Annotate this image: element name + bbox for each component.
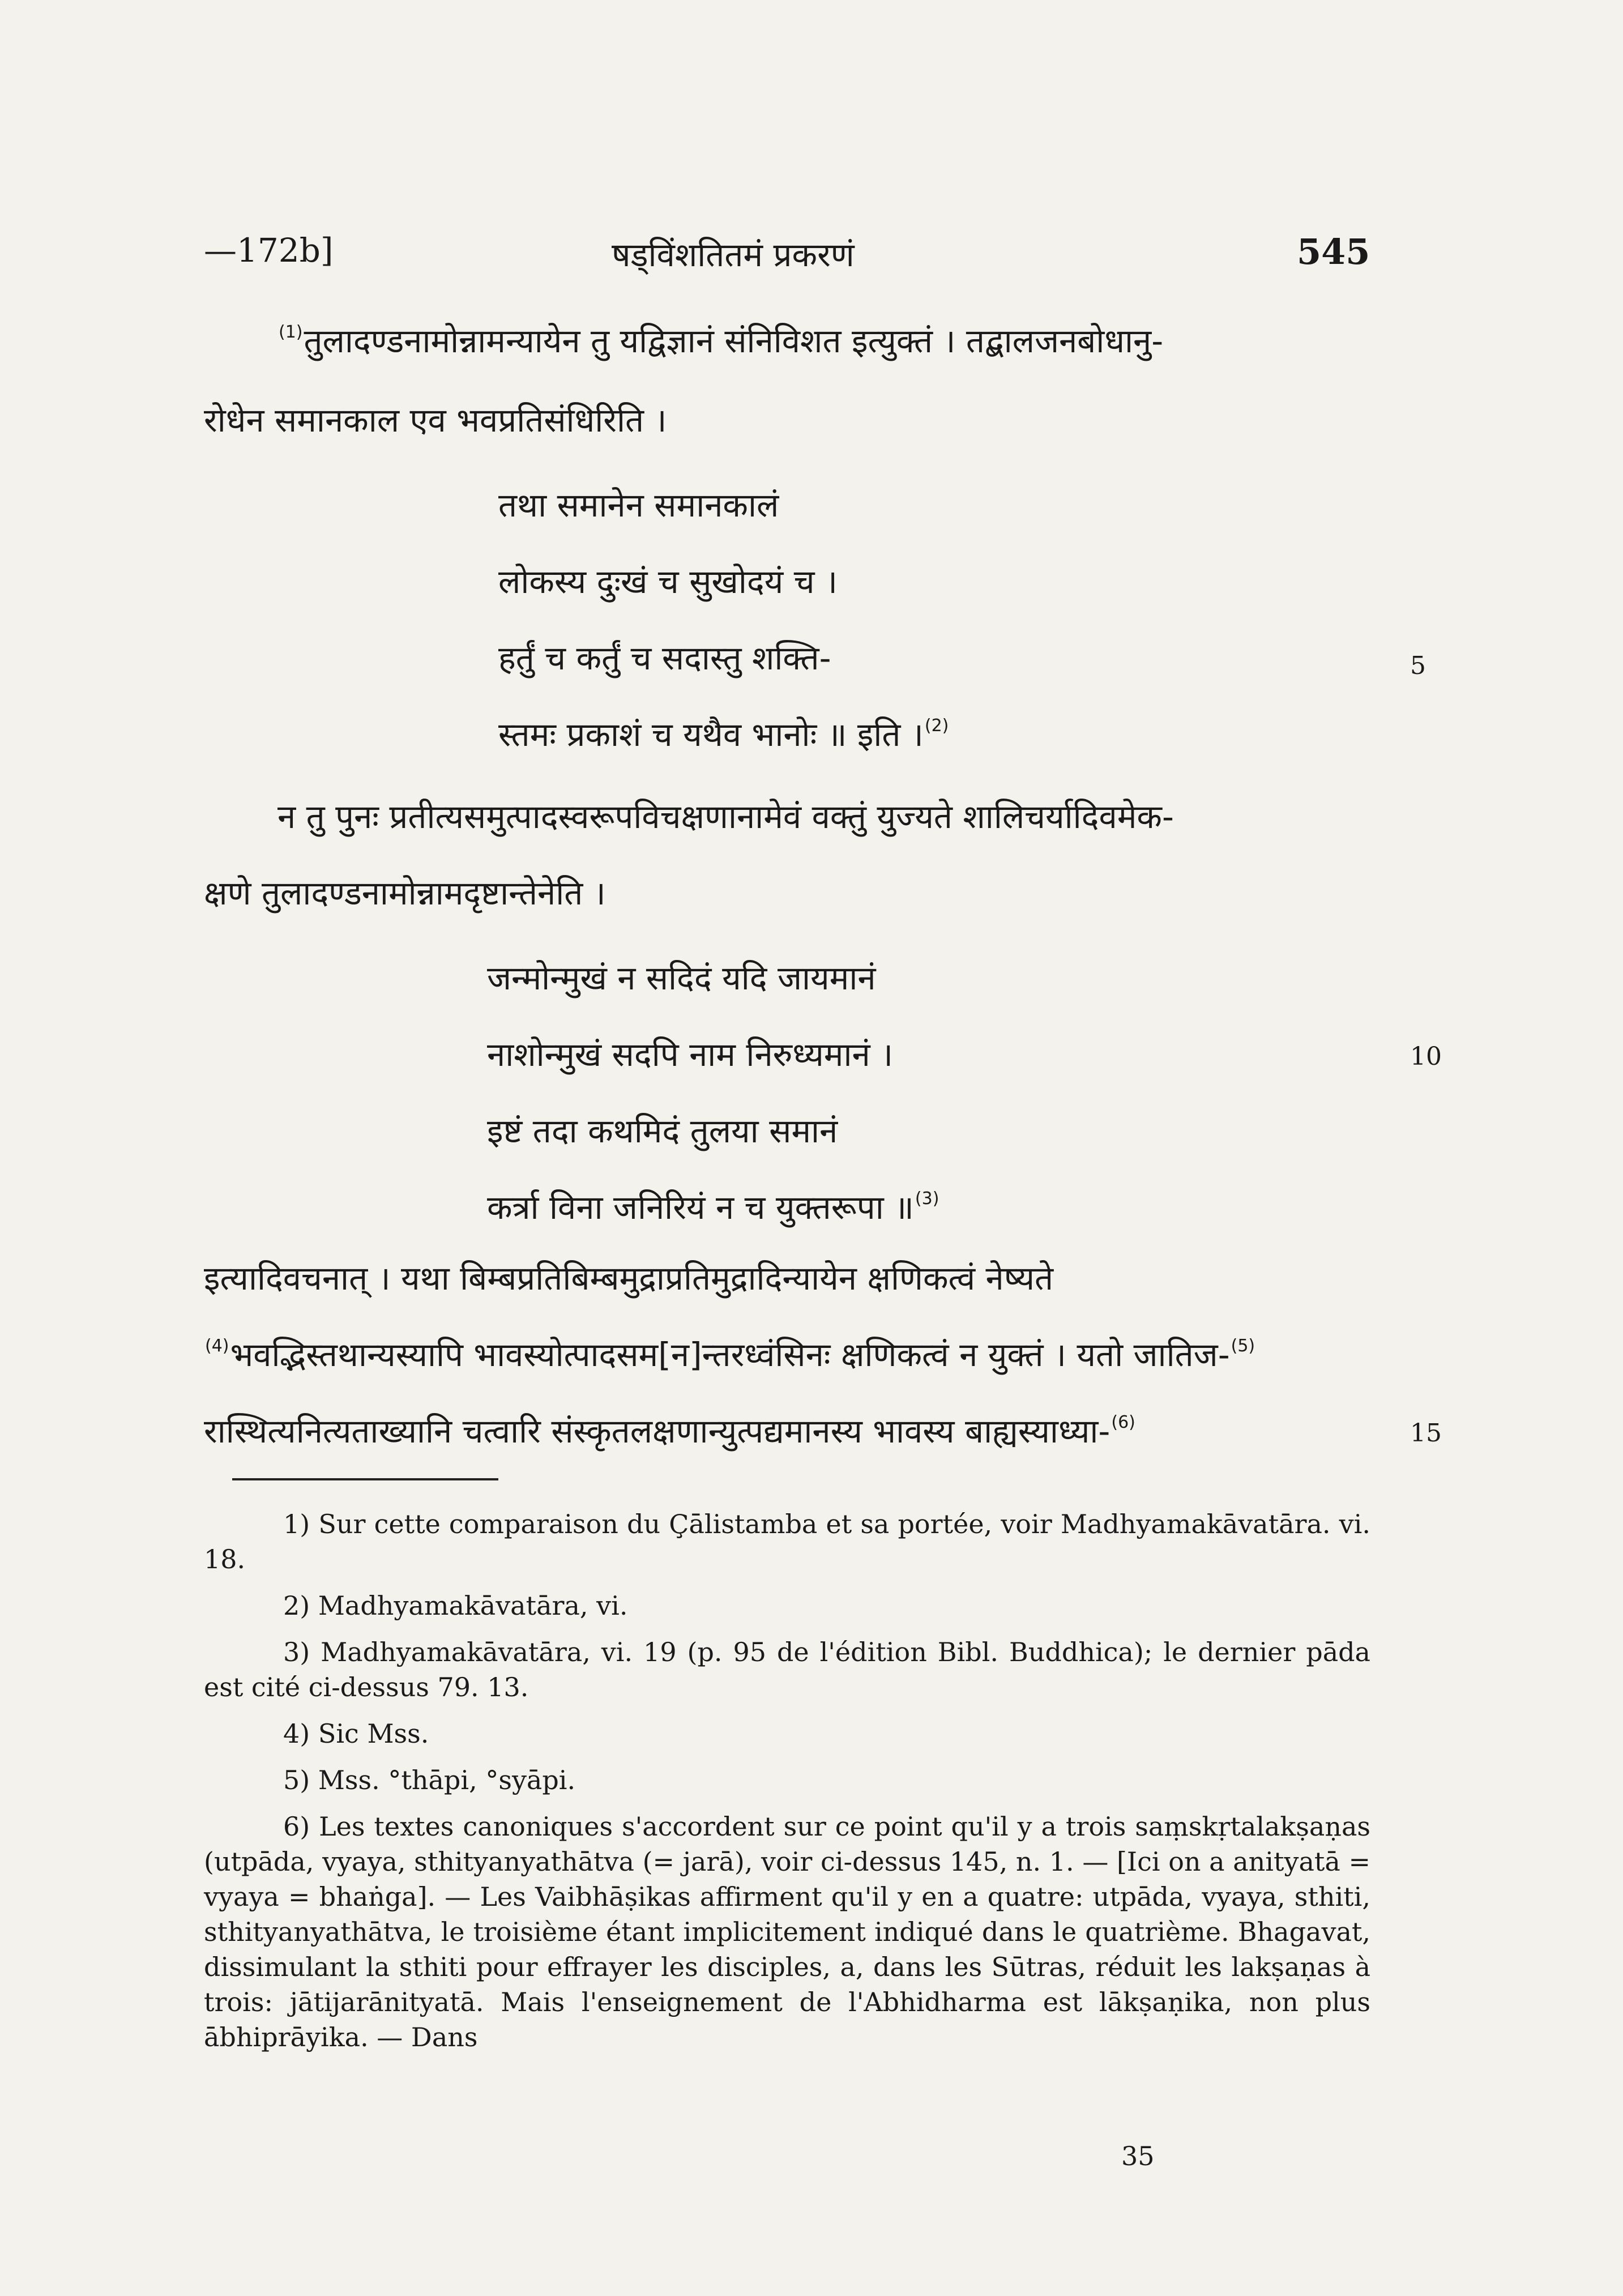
footnote: 5) Mss. °thāpi, °syāpi. (283, 1765, 576, 1795)
footnote-ref: (2) (924, 716, 949, 736)
line-number: 10 (1410, 1042, 1442, 1071)
page-number: 545 (1297, 231, 1370, 272)
footnote-ref: (5) (1231, 1336, 1255, 1356)
verse-line: जन्मोन्मुखं न सदिदं यदि जायमानं (487, 959, 876, 997)
verse-line: कर्त्रा विना जनिरियं न च युक्तरूपा ॥$^{(3)}$ (487, 1188, 939, 1227)
verse-line: स्तमः प्रकाशं च यथैव भानोः ॥ इति ।$^{(2)}$ (498, 715, 949, 754)
footnote: 3) Madhyamakāvatāra, vi. 19 (p. 95 de l'édition Bibl. Buddhica); le dernier pāda est cité ci-dessus 79. 13. (204, 1637, 1370, 1702)
footnote-ref: (1) (279, 322, 303, 342)
footnotes (204, 1507, 1370, 2066)
verse-line: नाशोन्मुखं सदपि नाम निरुध्यमानं । (487, 1035, 894, 1074)
text-line: रास्थित्यनित्यताख्यानि चत्वारि संस्कृतलक्षणान्युत्पद्यमानस्य भावस्य बाह्यस्याध्या-$^{(6)}$ (204, 1412, 1135, 1450)
verse-line: तथा समानेन समानकालं (498, 486, 779, 524)
text-line: $^{(4)}$भवद्भिस्तथान्यस्यापि भावस्योत्पादसम[न]न्तरध्वंसिनः क्षणिकत्वं न युक्तं । यतो जातिज-$^{(5)}$ (205, 1335, 1255, 1374)
line-number: 5 (1410, 651, 1426, 680)
text-line: न तु पुनः प्रतीत्यसमुत्पादस्वरूपविचक्षणानामेवं वक्तुं युज्यते शालिचर्यादिवमेक- (277, 797, 1174, 836)
footnote-ref: (3) (915, 1189, 939, 1209)
footnote: 6) Les textes canoniques s'accordent sur ce point qu'il y a trois saṃskṛtalakṣaṇas (utpāda, vyaya, sthityanyathātva (= jarā), voir ci-dessus 145, n. 1. — [Ici on a anityatā = vyaya = bhaṅga]. — Les Vaibhāṣikas affirment qu'il y en a quatre: utpāda, vyaya, sthiti, sthityanyathātva, le troisième étant implicitement indiqué dans le quatrième. Bhagavat, dissimulant la sthiti pour effrayer les disciples, a, dans les Sūtras, réduit les lakṣaṇas à trois: jātijarānityatā. Mais l'enseignement de l'Abhidharma est lākṣaṇika, non plus ābhiprāyika. — Dans (204, 1811, 1370, 2052)
footnote: 4) Sic Mss. (283, 1718, 429, 1749)
verse-line: लोकस्य दुःखं च सुखोदयं च । (498, 562, 838, 601)
footnote-ref: (6) (1111, 1412, 1135, 1432)
line-number: 15 (1410, 1419, 1442, 1448)
footnote-ref: (4) (205, 1336, 229, 1356)
verse-line: इष्टं तदा कथमिदं तुलया समानं (487, 1112, 838, 1150)
text-line: क्षणे तुलादण्डनामोन्नामदृष्टान्तेनेति । (204, 874, 606, 912)
text-line: $^{(1)}$तुलादण्डनामोन्नामन्यायेन तु यद्विज्ञानं संनिविशत इत्युक्तं । तद्बालजनबोधानु- (279, 322, 1164, 360)
header-chapter-title: षड्विंशतितमं प्रकरणं (612, 236, 855, 274)
header-section-ref: —172b] (204, 231, 334, 270)
verse-line: हर्तुं च कर्तुं च सदास्तु शक्ति- (498, 639, 831, 677)
text-line: रोधेन समानकाल एव भवप्रतिसंधिरिति । (204, 401, 667, 439)
text-line: इत्यादिवचनात् । यथा बिम्बप्रतिबिम्बमुद्राप्रतिमुद्रादिन्यायेन क्षणिकत्वं नेष्यते (204, 1259, 1054, 1298)
footnote-separator (232, 1478, 498, 1480)
footnote: 1) Sur cette comparaison du Çālistamba et sa portée, voir Madhyamakāvatāra. vi. 18. (204, 1509, 1370, 1574)
footnote: 2) Madhyamakāvatāra, vi. (283, 1590, 628, 1621)
signature-mark: 35 (1121, 2141, 1155, 2171)
